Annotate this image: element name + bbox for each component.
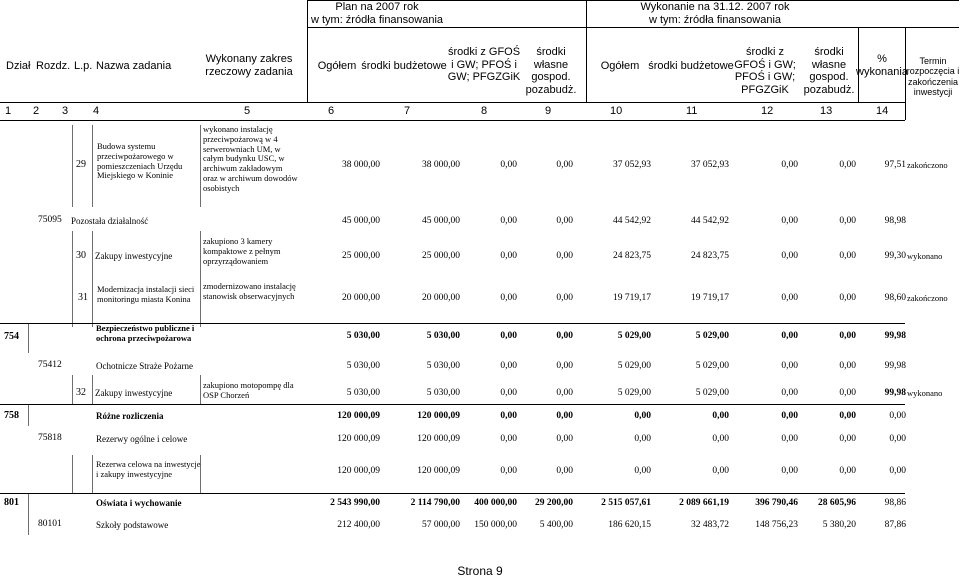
row758-code: 758	[4, 410, 19, 421]
rowrez-pct: 0,00	[889, 466, 906, 476]
row758-v10: 0,00	[634, 411, 651, 421]
rowrez-v10: 0,00	[634, 466, 651, 476]
row75095-v7: 45 000,00	[422, 216, 460, 226]
row32-v10: 5 029,00	[617, 388, 651, 398]
header-numbers-line	[0, 102, 905, 103]
row29-pct: 97,51	[884, 160, 906, 170]
row29-v13: 0,00	[839, 160, 856, 170]
page-number: Strona 9	[457, 564, 503, 578]
row75818-code: 75818	[38, 433, 62, 443]
row30-v13: 0,00	[839, 251, 856, 261]
row801-v11: 2 089 661,19	[679, 498, 729, 508]
row758-v13: 0,00	[839, 411, 856, 421]
row29-v7: 38 000,00	[422, 160, 460, 170]
row31-pct: 98,60	[884, 293, 906, 303]
row30-name: Zakupy inwestycyjne	[95, 251, 173, 261]
row758-pct: 0,00	[889, 411, 906, 421]
colnum-11: 11	[686, 105, 698, 117]
row80101-v6: 212 400,00	[337, 520, 380, 530]
row754-v13: 0,00	[839, 331, 856, 341]
rowrez-v8: 0,00	[500, 466, 517, 476]
col-gfos-plan: środki z GFOŚ i GW; PFOŚ i GW; PFGZGiK	[447, 46, 521, 84]
row758-v7: 120 000,09	[417, 411, 460, 421]
rowrez-v7: 120 000,09	[417, 466, 460, 476]
row75818-v9: 0,00	[556, 434, 573, 444]
row80101-pct: 87,86	[884, 520, 906, 530]
grid-v-name-c	[200, 375, 201, 405]
row75095-code: 75095	[38, 215, 62, 225]
col-rozdz: Rozdz.	[36, 60, 71, 72]
row75412-name: Ochotnicze Straże Pożarne	[96, 361, 193, 371]
row31-v8: 0,00	[500, 293, 517, 303]
row32-v9: 0,00	[556, 388, 573, 398]
row29-v6: 38 000,00	[342, 160, 380, 170]
rowrez-v13: 0,00	[839, 466, 856, 476]
row801-v12: 396 790,46	[755, 498, 798, 508]
grid-v-lp	[92, 125, 93, 207]
grid-v-dzial-c	[28, 493, 29, 535]
rowrez-v6: 120 000,09	[337, 466, 380, 476]
colnum-8: 8	[481, 105, 488, 117]
rowrez-name: Rezerwa celowa na inwestycje i zakupy inwestycyjne	[96, 459, 201, 479]
row75818-name: Rezerwy ogólne i celowe	[96, 434, 188, 444]
rowrez-v11: 0,00	[712, 466, 729, 476]
row75412-v9: 0,00	[556, 361, 573, 371]
row31-v7: 20 000,00	[422, 293, 460, 303]
col-ogolem-exec: Ogółem	[600, 60, 640, 72]
row75818-v8: 0,00	[500, 434, 517, 444]
row32-v11: 5 029,00	[695, 388, 729, 398]
row75818-v7: 120 000,09	[417, 434, 460, 444]
col-budzet-exec: środki budżetowe	[648, 60, 734, 72]
row30-v11: 24 823,75	[691, 251, 729, 261]
row754-code: 754	[4, 331, 19, 342]
colnum-5: 5	[244, 105, 251, 117]
row754-v11: 5 029,00	[695, 331, 729, 341]
row31-v10: 19 719,17	[613, 293, 651, 303]
row75095-v8: 0,00	[500, 216, 517, 226]
exec-group-title: Wykonanie na 31.12. 2007 rok	[640, 1, 790, 13]
row75095-v13: 0,00	[839, 216, 856, 226]
row80101-v9: 5 400,00	[539, 520, 573, 530]
col-nazwa: Nazwa zadania	[96, 60, 172, 72]
row754-v7: 5 030,00	[426, 331, 460, 341]
row80101-v8: 150 000,00	[474, 520, 517, 530]
row758-v6: 120 000,09	[337, 411, 380, 421]
row801-code: 801	[4, 497, 19, 508]
row32-v12: 0,00	[781, 388, 798, 398]
plan-group-title: Plan na 2007 rok	[335, 1, 419, 13]
grid-v-name-b	[200, 231, 201, 327]
row754-v6: 5 030,00	[346, 331, 380, 341]
row801-v9: 29 200,00	[535, 498, 573, 508]
col-ogolem-plan: Ogółem	[317, 60, 357, 72]
colnum-10: 10	[610, 105, 623, 117]
row80101-v10: 186 620,15	[608, 520, 651, 530]
col-lp: L.p.	[74, 60, 93, 72]
header-group-line	[307, 27, 959, 28]
colnum-7: 7	[404, 105, 411, 117]
row31-name: Modernizacja instalacji sieci monitoringu miasta Konina	[97, 284, 195, 304]
row80101-v13: 5 380,20	[822, 520, 856, 530]
row75818-v6: 120 000,09	[337, 434, 380, 444]
colnum-4: 4	[93, 105, 100, 117]
row30-term: wykonano	[907, 251, 943, 261]
row32-v6: 5 030,00	[346, 388, 380, 398]
col-termin: Termin rozpoczęcia i zakończenia inwestycji	[906, 56, 960, 98]
row30-v9: 0,00	[556, 251, 573, 261]
row31-v9: 0,00	[556, 293, 573, 303]
row75095-v10: 44 542,92	[613, 216, 651, 226]
grid-v-lp-b	[92, 231, 93, 327]
row758-v11: 0,00	[712, 411, 729, 421]
row758-v12: 0,00	[781, 411, 798, 421]
row31-v13: 0,00	[839, 293, 856, 303]
colnum-6: 6	[328, 105, 335, 117]
row75818-pct: 0,00	[889, 434, 906, 444]
row801-v7: 2 114 790,00	[410, 498, 460, 508]
row29-name: Budowa systemu przeciwpożarowego w pomieszczeniach Urzędu Miejskiego w Koninie	[97, 141, 183, 181]
col-pct: % wykonania	[856, 53, 908, 78]
header-bottom-line	[0, 120, 905, 121]
row80101-v7: 57 000,00	[422, 520, 460, 530]
row32-v8: 0,00	[500, 388, 517, 398]
col-wlasne-plan: środki własne gospod. pozabudż.	[525, 46, 577, 96]
grid-v-lp-c	[92, 375, 93, 405]
col-dzial: Dział	[6, 60, 31, 72]
grid-v-dzial	[28, 323, 29, 353]
row31-v11: 19 719,17	[691, 293, 729, 303]
row29-v11: 37 052,93	[691, 160, 729, 170]
colnum-12: 12	[761, 105, 774, 117]
grid-v-name	[200, 125, 201, 207]
colnum-9: 9	[545, 105, 552, 117]
row30-v12: 0,00	[781, 251, 798, 261]
row32-lp: 32	[76, 387, 86, 398]
colnum-3: 3	[62, 105, 69, 117]
row754-v12: 0,00	[781, 331, 798, 341]
row30-v6: 25 000,00	[342, 251, 380, 261]
row31-v12: 0,00	[781, 293, 798, 303]
exec-group-subtitle: w tym: źródła finansowania	[648, 14, 782, 26]
row75412-code: 75412	[38, 360, 62, 370]
row758-v8: 0,00	[500, 411, 517, 421]
row75412-v8: 0,00	[500, 361, 517, 371]
row75818-v13: 0,00	[839, 434, 856, 444]
col-budzet-plan: środki budżetowe	[361, 60, 447, 72]
colnum-14: 14	[876, 105, 889, 117]
grid-v-lp-d	[92, 455, 93, 493]
row75818-v12: 0,00	[781, 434, 798, 444]
header-divider-mid	[586, 0, 587, 102]
row32-name: Zakupy inwestycyjne	[95, 388, 173, 398]
row80101-code: 80101	[38, 519, 62, 529]
row32-pct: 99,98	[884, 388, 906, 398]
sep-758	[0, 404, 905, 405]
row32-v13: 0,00	[839, 388, 856, 398]
colnum-13: 13	[820, 105, 833, 117]
row30-v7: 25 000,00	[422, 251, 460, 261]
row75095-v12: 0,00	[781, 216, 798, 226]
row30-v8: 0,00	[500, 251, 517, 261]
row75095-v11: 44 542,92	[691, 216, 729, 226]
row29-v9: 0,00	[556, 160, 573, 170]
rowrez-v9: 0,00	[556, 466, 573, 476]
row32-scope: zakupiono motopompę dla OSP Chorzeń	[203, 380, 294, 400]
row80101-v11: 32 483,72	[691, 520, 729, 530]
row75412-v13: 0,00	[839, 361, 856, 371]
grid-v-rozdz-b	[72, 231, 73, 327]
row29-v12: 0,00	[781, 160, 798, 170]
row80101-v12: 148 756,23	[755, 520, 798, 530]
row30-lp: 30	[76, 250, 86, 261]
sep-801	[0, 493, 905, 494]
row801-v6: 2 543 990,00	[330, 498, 380, 508]
row801-v13: 28 605,96	[818, 498, 856, 508]
row75412-v7: 5 030,00	[426, 361, 460, 371]
row29-v10: 37 052,93	[613, 160, 651, 170]
row801-pct: 98,86	[884, 498, 906, 508]
colnum-1: 1	[5, 105, 12, 117]
row758-v9: 0,00	[556, 411, 573, 421]
row754-name: Bezpieczeństwo publiczne i ochrona przeciwpożarowa	[96, 323, 195, 343]
row801-v10: 2 515 057,61	[601, 498, 651, 508]
grid-v-dzial-b	[28, 404, 29, 426]
col-zakres: Wykonany zakres rzeczowy zadania	[205, 53, 293, 78]
plan-group-subtitle: w tym: źródła finansowania	[310, 14, 444, 26]
row75412-v11: 5 029,00	[695, 361, 729, 371]
row754-v9: 0,00	[556, 331, 573, 341]
row75095-v9: 0,00	[556, 216, 573, 226]
row75818-v10: 0,00	[634, 434, 651, 444]
grid-v-rozdz-d	[72, 455, 73, 493]
row80101-name: Szkoły podstawowe	[96, 520, 169, 530]
row75412-v12: 0,00	[781, 361, 798, 371]
row29-v8: 0,00	[500, 160, 517, 170]
row801-name: Oświata i wychowanie	[96, 498, 182, 508]
row29-lp: 29	[76, 159, 86, 170]
grid-v-rozdz-c	[72, 375, 73, 405]
colnum-2: 2	[33, 105, 40, 117]
row30-pct: 99,30	[884, 251, 906, 261]
row29-term: zakończono	[907, 160, 948, 170]
row75412-v6: 5 030,00	[346, 361, 380, 371]
row75095-name: Pozostała działalność	[71, 216, 149, 226]
row75818-v11: 0,00	[712, 434, 729, 444]
row754-pct: 99,98	[884, 331, 906, 341]
row32-v7: 5 030,00	[426, 388, 460, 398]
row31-scope: zmodernizowano instalację stanowisk obserwacyjnych	[203, 281, 296, 301]
row29-scope: wykonano instalację przeciwpożarową w 4 serwerowniach UM, w całym budynku USC, w archiwum zakładowym oraz w archiwum dowodów osobistych	[203, 124, 298, 193]
rowrez-v12: 0,00	[781, 466, 798, 476]
row754-v10: 5 029,00	[617, 331, 651, 341]
row75412-pct: 99,98	[884, 361, 906, 371]
row75095-v6: 45 000,00	[342, 216, 380, 226]
row758-name: Różne rozliczenia	[96, 411, 164, 421]
col-wlasne-exec: środki własne gospod. pozabudż.	[803, 46, 855, 96]
row801-v8: 400 000,00	[474, 498, 517, 508]
row75095-pct: 98,98	[884, 216, 906, 226]
row30-v10: 24 823,75	[613, 251, 651, 261]
col-gfos-exec: środki z GFOŚ i GW; PFOŚ i GW; PFGZGiK	[734, 46, 796, 96]
row32-term: wykonano	[907, 388, 943, 398]
row31-lp: 31	[78, 292, 88, 303]
row75412-v10: 5 029,00	[617, 361, 651, 371]
row31-v6: 20 000,00	[342, 293, 380, 303]
row31-term: zakończono	[907, 293, 948, 303]
grid-v-rozdz	[72, 125, 73, 207]
row30-scope: zakupiono 3 kamery kompaktowe z pełnym oprzyrządowaniem	[203, 236, 281, 266]
row754-v8: 0,00	[500, 331, 517, 341]
